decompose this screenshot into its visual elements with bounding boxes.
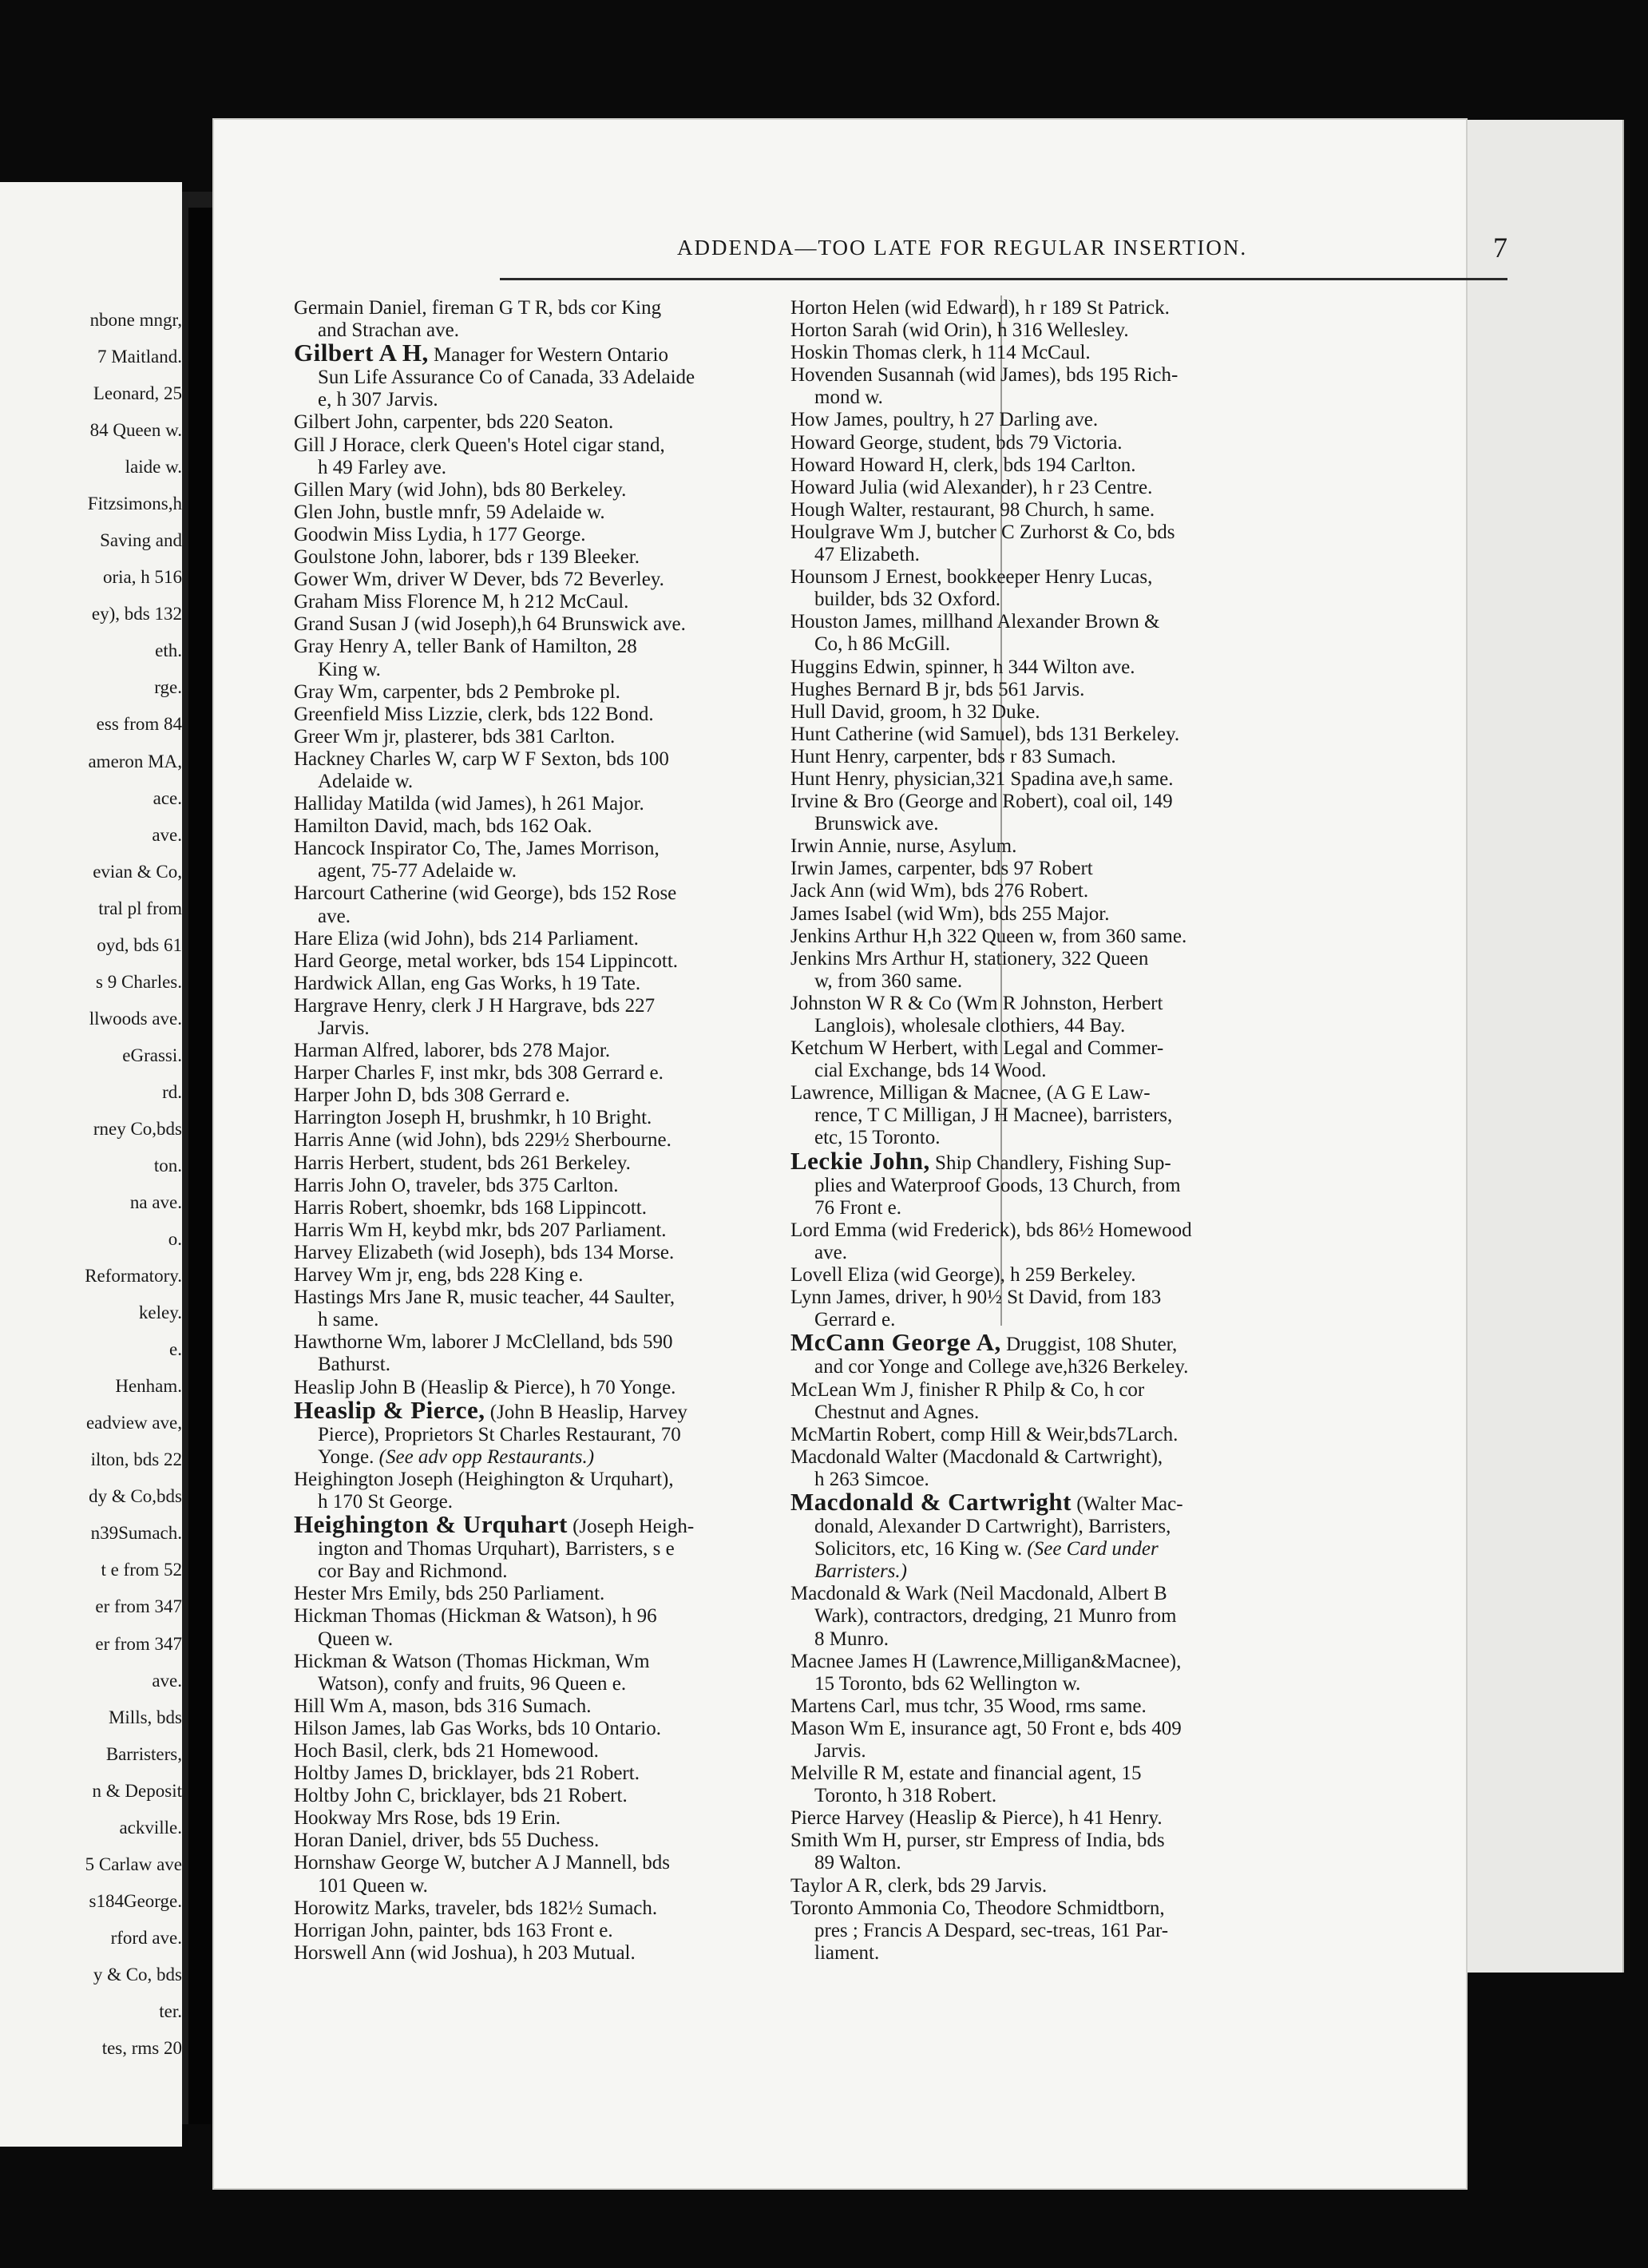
entry-text: Hunt Henry, carpenter, bds r 83 Sumach. [790, 745, 1116, 767]
directory-entry-line [790, 1219, 1497, 1242]
entry-text: Halliday Matilda (wid James), h 261 Major. [294, 793, 644, 815]
directory-entry-line [790, 1146, 1497, 1175]
previous-page-line: na ave. [129, 1192, 182, 1212]
entry-text: Irwin Annie, nurse, Asylum. [790, 835, 1017, 858]
entry-text: 76 Front e. [814, 1196, 902, 1219]
directory-entry-line [790, 1446, 1497, 1469]
book-spine [188, 208, 212, 2124]
entry-text: 47 Elizabeth. [814, 544, 920, 566]
previous-page-line: oria, h 516 [102, 567, 182, 587]
entry-text: Harris John O, traveler, bds 375 Carlton. [294, 1174, 619, 1196]
entry-text: h 49 Farley ave. [318, 456, 447, 478]
entry-text: Graham Miss Florence M, h 212 McCaul. [294, 591, 629, 613]
previous-page-line: evian & Co, [93, 862, 182, 882]
directory-entry-line [790, 1807, 1497, 1830]
entry-text: Martens Carl, mus tchr, 35 Wood, rms same. [790, 1695, 1147, 1717]
entry-name-bold: Gilbert A H, [294, 339, 429, 367]
previous-page-line: 5 Carlaw ave [85, 1854, 182, 1874]
entry-text: donald, Alexander D Cartwright), Barristers, [814, 1516, 1171, 1538]
directory-entry-line [790, 1628, 1497, 1651]
entry-text: Bathurst. [318, 1354, 390, 1376]
directory-entry-line [790, 1897, 1497, 1920]
previous-page-line: rge. [154, 677, 182, 697]
directory-entry-line [790, 1037, 1497, 1060]
entry-text: cor Bay and Richmond. [318, 1560, 508, 1583]
entry-text: Gower Wm, driver W Dever, bds 72 Beverley. [294, 569, 664, 591]
directory-entry-line [790, 1605, 1497, 1628]
entry-text: Jarvis. [814, 1740, 866, 1762]
entry-text: Jarvis. [318, 1017, 370, 1039]
directory-entry-line [790, 926, 1497, 948]
directory-entry-line [790, 454, 1497, 477]
entry-text: w, from 360 same. [814, 969, 963, 992]
directory-entry-line [790, 1583, 1497, 1605]
entry-text: Hookway Mrs Rose, bds 19 Erin. [294, 1807, 561, 1830]
entry-text: Manager for Western Ontario [428, 344, 668, 367]
previous-page-line: t e from 52 [101, 1560, 182, 1580]
entry-text: Taylor A R, clerk, bds 29 Jarvis. [790, 1874, 1048, 1897]
entry-text: Sun Life Assurance Co of Canada, 33 Adelaide [318, 367, 695, 389]
directory-page [214, 120, 1507, 2188]
entry-text: builder, bds 32 Oxford. [814, 589, 1000, 611]
entry-text: Holtby John C, bricklayer, bds 21 Robert. [294, 1785, 628, 1807]
directory-entry-line [790, 499, 1497, 521]
entry-name-bold: Heighington & Urquhart [294, 1510, 568, 1539]
previous-page-line: tes, rms 20 [101, 2038, 182, 2058]
entry-text: Horan Daniel, driver, bds 55 Duchess. [294, 1830, 600, 1852]
entry-text: (John B Heaslip, Harvey [485, 1401, 687, 1423]
entry-text: Toronto, h 318 Robert. [814, 1785, 997, 1807]
entry-text: Hunt Catherine (wid Samuel), bds 131 Berkeley. [790, 723, 1180, 745]
entry-text: mond w. [814, 387, 883, 409]
previous-page-line: dy & Co,bds [89, 1486, 182, 1506]
entry-text: Gray Henry A, teller Bank of Hamilton, 28 [294, 636, 637, 658]
directory-entry-line [790, 1695, 1497, 1718]
entry-text: 15 Toronto, bds 62 Wellington w. [814, 1672, 1081, 1695]
directory-entry-line [790, 1651, 1497, 1673]
entry-text: Gerrard e. [814, 1309, 896, 1331]
entry-text: Hare Eliza (wid John), bds 214 Parliament. [294, 927, 639, 950]
entry-text: Harman Alfred, laborer, bds 278 Major. [294, 1040, 611, 1062]
previous-page-fragment [0, 182, 182, 2147]
entry-text: Hill Wm A, mason, bds 316 Sumach. [294, 1695, 592, 1717]
entry-text: (Walter Mac- [1071, 1493, 1183, 1515]
entry-text: Hughes Bernard B jr, bds 561 Jarvis. [790, 678, 1085, 700]
entry-text: Macdonald Walter (Macdonald & Cartwright), [790, 1445, 1163, 1468]
entry-text: Solicitors, etc, 16 King w. [814, 1538, 1028, 1560]
entry-reference-note: (See adv opp Restaurants.) [378, 1445, 595, 1468]
entry-text: rence, T C Milligan, J H Macnee), barristers, [814, 1104, 1173, 1127]
entry-text: Johnston W R & Co (Wm R Johnston, Herbert [790, 992, 1163, 1014]
entry-text: Smith Wm H, purser, str Empress of India, bds [790, 1830, 1165, 1852]
entry-text: h same. [318, 1309, 379, 1331]
entry-text: Hackney Charles W, carp W F Sexton, bds 100 [294, 747, 669, 770]
entry-text: Hickman & Watson (Thomas Hickman, Wm [294, 1650, 650, 1672]
directory-entry-line [790, 1424, 1497, 1446]
entry-text: Holtby James D, bricklayer, bds 21 Robert. [294, 1762, 640, 1785]
entry-text: Harper John D, bds 308 Gerrard e. [294, 1084, 570, 1107]
entry-text: Harris Herbert, student, bds 261 Berkeley. [294, 1152, 631, 1174]
previous-page-line: y & Co, bds [93, 1965, 182, 1985]
entry-text: Gray Wm, carpenter, bds 2 Pembroke pl. [294, 680, 620, 703]
entry-text: Adelaide w. [318, 770, 414, 792]
entry-text: Irwin James, carpenter, bds 97 Robert [790, 858, 1093, 880]
previous-page-line: ess from 84 [96, 714, 182, 734]
entry-text: Watson), confy and fruits, 96 Queen e. [318, 1672, 627, 1695]
directory-entry-line [790, 1175, 1497, 1197]
entry-text: Hamilton David, mach, bds 162 Oak. [294, 815, 592, 838]
entry-text: Hounsom J Ernest, bookkeeper Henry Lucas, [790, 566, 1153, 589]
entry-text: Harris Robert, shoemkr, bds 168 Lippincott. [294, 1196, 647, 1219]
directory-entry-line [790, 566, 1497, 589]
directory-entry-line [790, 903, 1497, 926]
header-rule [500, 278, 1507, 280]
directory-entry-line [790, 409, 1497, 431]
entry-text: Harvey Elizabeth (wid Joseph), bds 134 Morse. [294, 1241, 675, 1263]
directory-entry-line [790, 633, 1497, 656]
entry-text: Hoch Basil, clerk, bds 21 Homewood. [294, 1740, 599, 1762]
entry-text: Queen w. [318, 1628, 394, 1650]
entry-text: Chestnut and Agnes. [814, 1401, 980, 1423]
previous-page-line: oyd, bds 61 [97, 935, 182, 955]
directory-entry-line [790, 1242, 1497, 1264]
directory-entry-line [790, 701, 1497, 724]
directory-entry-line [790, 1875, 1497, 1897]
entry-text: Howard George, student, bds 79 Victoria. [790, 431, 1123, 454]
previous-page-line: Reformatory. [85, 1266, 182, 1286]
directory-entry-line [790, 1560, 1497, 1583]
entry-text: and Strachan ave. [318, 319, 460, 342]
previous-page-line: e. [169, 1339, 182, 1359]
entry-text: Hunt Henry, physician,321 Spadina ave,h same. [790, 767, 1174, 790]
entry-text: Harrington Joseph H, brushmkr, h 10 Bright. [294, 1107, 652, 1129]
previous-page-line: eadview ave, [85, 1413, 182, 1433]
entry-text: Hornshaw George W, butcher A J Mannell, bds [294, 1852, 671, 1874]
entry-text: Brunswick ave. [814, 813, 939, 835]
entry-text: Lynn James, driver, h 90½ St David, from 183 [790, 1287, 1162, 1309]
entry-text: Heaslip John B (Heaslip & Pierce), h 70 Yonge. [294, 1376, 676, 1398]
entry-text: Howard Julia (wid Alexander), h r 23 Centre. [790, 476, 1153, 498]
entry-text: cial Exchange, bds 14 Wood. [814, 1060, 1047, 1082]
directory-entry-line [790, 1328, 1497, 1357]
directory-entry-line [790, 589, 1497, 611]
entry-text: Goodwin Miss Lydia, h 177 George. [294, 523, 586, 545]
entry-text: ington and Thomas Urquhart), Barristers, s e [318, 1538, 675, 1560]
previous-page-line: ton. [153, 1156, 182, 1176]
directory-entry-line [790, 1673, 1497, 1695]
directory-entry-line [790, 521, 1497, 544]
entry-text: Hard George, metal worker, bds 154 Lippincott. [294, 950, 679, 972]
entry-text: Horrigan John, painter, bds 163 Front e. [294, 1919, 613, 1941]
previous-page-line: Barristers, [105, 1744, 182, 1764]
directory-entry-line [790, 1402, 1497, 1424]
directory-entry-line [790, 342, 1497, 364]
entry-text: Hoskin Thomas clerk, h 114 McCaul. [790, 342, 1091, 364]
entry-text: Hickman Thomas (Hickman & Watson), h 96 [294, 1605, 657, 1628]
entry-text: agent, 75-77 Adelaide w. [318, 860, 517, 882]
entry-text: King w. [318, 658, 381, 680]
directory-entry-line [790, 544, 1497, 566]
directory-entry-line [790, 1379, 1497, 1402]
entry-text: ave. [318, 905, 351, 927]
entry-text: Glen John, bustle mnfr, 59 Adelaide w. [294, 501, 605, 523]
previous-page-line: eGrassi. [122, 1045, 182, 1065]
entry-text: (Joseph Heigh- [567, 1516, 695, 1538]
directory-entry-line [790, 791, 1497, 813]
entry-text: McMartin Robert, comp Hill & Weir,bds7Larch. [790, 1423, 1179, 1445]
previous-page-line: eth. [155, 640, 182, 660]
previous-page-line: n39Sumach. [90, 1523, 182, 1543]
entry-text: Toronto Ammonia Co, Theodore Schmidtborn, [790, 1897, 1165, 1919]
entry-text: Greenfield Miss Lizzie, clerk, bds 122 Bond. [294, 703, 654, 725]
entry-text: h 263 Simcoe. [814, 1468, 929, 1490]
previous-page-line: 84 Queen w. [89, 420, 182, 440]
entry-text: How James, poultry, h 27 Darling ave. [790, 409, 1099, 431]
directory-entry-line [790, 970, 1497, 993]
previous-page-line: 7 Maitland. [97, 347, 182, 367]
previous-page-line: nbone mngr, [89, 310, 182, 330]
previous-page-line: rney Co,bds [93, 1119, 182, 1139]
previous-page-line: keley. [138, 1303, 182, 1322]
directory-entry-line [790, 1197, 1497, 1219]
directory-entry-line [790, 1718, 1497, 1740]
previous-page-line: ter. [159, 2001, 182, 2021]
entry-text: Mason Wm E, insurance agt, 50 Front e, bds 409 [790, 1717, 1182, 1739]
entry-text: Ketchum W Herbert, with Legal and Commer- [790, 1037, 1164, 1060]
entry-text: etc, 15 Toronto. [814, 1127, 941, 1149]
entry-text: Hough Walter, restaurant, 98 Church, h same. [790, 498, 1155, 521]
directory-entry-line [790, 1852, 1497, 1874]
entry-text: Harcourt Catherine (wid George), bds 152 Rose [294, 882, 677, 905]
directory-entry-line [790, 948, 1497, 970]
entry-text: Howard Howard H, clerk, bds 194 Carlton. [790, 454, 1136, 476]
directory-entry-line [790, 387, 1497, 409]
entry-text: Harris Wm H, keybd mkr, bds 207 Parliament. [294, 1219, 667, 1241]
entry-text: Druggist, 108 Shuter, [1000, 1334, 1178, 1356]
page-number: 7 [1493, 232, 1507, 264]
entry-text: plies and Waterproof Goods, 13 Church, from [814, 1174, 1181, 1196]
previous-page-line: er from 347 [95, 1596, 182, 1616]
entry-text: Lawrence, Milligan & Macnee, (A G E Law- [790, 1082, 1151, 1104]
previous-page-line: er from 347 [95, 1634, 182, 1654]
directory-entry-line [790, 768, 1497, 791]
previous-page-line: ave. [152, 1671, 182, 1691]
entry-text: Harris Anne (wid John), bds 229½ Sherbourne. [294, 1129, 671, 1152]
entry-text: Melville R M, estate and financial agent, 15 [790, 1762, 1142, 1785]
previous-page-line: s 9 Charles. [96, 972, 182, 992]
directory-entry-line [790, 1487, 1497, 1516]
entry-text: Gilbert John, carpenter, bds 220 Seaton. [294, 411, 614, 434]
entry-text: Irvine & Bro (George and Robert), coal oil, 149 [790, 791, 1173, 813]
directory-entry-line [790, 1740, 1497, 1762]
entry-text: Harper Charles F, inst mkr, bds 308 Gerrard e. [294, 1062, 664, 1084]
entry-text: 8 Munro. [814, 1628, 889, 1650]
entry-text: Germain Daniel, fireman G T R, bds cor King [294, 297, 662, 319]
directory-entry-line [790, 1287, 1497, 1309]
previous-page-line: s184George. [89, 1891, 182, 1911]
previous-page-line: rd. [162, 1082, 182, 1102]
directory-entry-line [790, 1104, 1497, 1127]
directory-entry-line [790, 1516, 1497, 1538]
entry-text: and cor Yonge and College ave,h326 Berkeley. [814, 1356, 1189, 1378]
entry-text: James Isabel (wid Wm), bds 255 Major. [790, 902, 1110, 925]
entry-text: liament. [814, 1941, 880, 1964]
directory-entry-line [790, 611, 1497, 633]
entry-reference-note: Barristers.) [814, 1560, 907, 1583]
directory-entry-line [790, 364, 1497, 387]
entry-text: Hovenden Susannah (wid James), bds 195 Rich- [790, 364, 1179, 387]
entry-text: Hargrave Henry, clerk J H Hargrave, bds 227 [294, 994, 656, 1017]
entry-text: Hull David, groom, h 32 Duke. [790, 700, 1040, 723]
entry-text: Harvey Wm jr, eng, bds 228 King e. [294, 1264, 584, 1287]
entry-text: Lovell Eliza (wid George), h 259 Berkeley. [790, 1264, 1136, 1287]
directory-entry-line [790, 432, 1497, 454]
entry-text: Yonge. [318, 1445, 379, 1468]
directory-entry-line [790, 835, 1497, 858]
entry-text: Langlois), wholesale clothiers, 44 Bay. [814, 1015, 1126, 1037]
directory-entry-line [790, 1830, 1497, 1852]
directory-entry-line [790, 993, 1497, 1015]
entry-text: Jack Ann (wid Wm), bds 276 Robert. [790, 880, 1089, 902]
entry-text: Grand Susan J (wid Joseph),h 64 Brunswick ave. [294, 613, 686, 636]
entry-text: Hawthorne Wm, laborer J McClelland, bds 590 [294, 1331, 673, 1354]
directory-entry-line [790, 319, 1497, 342]
directory-entry-line [790, 1762, 1497, 1785]
entry-text: ave. [814, 1241, 847, 1263]
directory-entry-line [790, 656, 1497, 679]
directory-entry-line [790, 1060, 1497, 1082]
directory-entry-line [790, 297, 1497, 319]
entry-name-bold: Leckie John, [790, 1146, 930, 1175]
previous-page-line: ey), bds 132 [91, 604, 182, 624]
previous-page-line: o. [168, 1229, 182, 1249]
entry-text: Goulstone John, laborer, bds r 139 Bleeker. [294, 546, 640, 569]
entry-reference-note: (See Card under [1027, 1538, 1159, 1560]
directory-entry-line [790, 1082, 1497, 1104]
entry-text: Hilson James, lab Gas Works, bds 10 Ontario. [294, 1717, 661, 1739]
directory-entry-line [790, 1942, 1497, 1965]
directory-entry-line [790, 679, 1497, 701]
entry-text: e, h 307 Jarvis. [318, 389, 438, 411]
entry-text: Co, h 86 McGill. [814, 633, 951, 656]
previous-page-line: Saving and [100, 530, 182, 550]
previous-page-line: ave. [152, 825, 182, 845]
entry-text: 89 Walton. [814, 1852, 901, 1874]
previous-page-line: Henham. [115, 1376, 182, 1396]
directory-entry-line [790, 880, 1497, 902]
previous-page-line: ackville. [119, 1818, 182, 1838]
page-title: ADDENDA—TOO LATE FOR REGULAR INSERTION. [677, 236, 1248, 260]
entry-text: Greer Wm jr, plasterer, bds 381 Carlton. [294, 725, 616, 747]
entry-text: Horswell Ann (wid Joshua), h 203 Mutual. [294, 1941, 636, 1964]
entry-text: McLean Wm J, finisher R Philp & Co, h cor [790, 1378, 1145, 1401]
directory-entry-line [790, 746, 1497, 768]
directory-entry-line [790, 813, 1497, 835]
previous-page-line: ameron MA, [88, 751, 182, 771]
previous-page-line: rford ave. [110, 1928, 182, 1948]
directory-entry-line [790, 1538, 1497, 1560]
entry-text: h 170 St George. [318, 1490, 453, 1513]
entry-text: Pierce), Proprietors St Charles Restaurant, 70 [318, 1423, 681, 1445]
entry-text: Gill J Horace, clerk Queen's Hotel cigar stand, [294, 434, 665, 456]
previous-page-line: ace. [153, 788, 182, 808]
previous-page-line: n & Deposit [92, 1781, 182, 1801]
entry-text: Pierce Harvey (Heaslip & Pierce), h 41 Henry. [790, 1807, 1163, 1830]
directory-entry-line [790, 1920, 1497, 1942]
previous-page-line: laide w. [125, 457, 182, 477]
entry-name-bold: Macdonald & Cartwright [790, 1487, 1072, 1516]
previous-page-line: Mills, bds [108, 1707, 182, 1727]
directory-entry-line [790, 1264, 1497, 1287]
previous-page-line: Leonard, 25 [93, 383, 182, 403]
entry-text: Hardwick Allan, eng Gas Works, h 19 Tate. [294, 972, 641, 994]
directory-entry-line [790, 1015, 1497, 1037]
previous-page-line: tral pl from [98, 898, 182, 918]
entry-text: 101 Queen w. [318, 1874, 428, 1897]
entry-name-bold: Heaslip & Pierce, [294, 1395, 485, 1424]
entry-name-bold: McCann George A, [790, 1328, 1001, 1357]
entry-text: Hester Mrs Emily, bds 250 Parliament. [294, 1583, 605, 1605]
entry-text: Horton Sarah (wid Orin), h 316 Wellesley. [790, 319, 1129, 342]
previous-page-line: ilton, bds 22 [90, 1449, 182, 1469]
entry-text: pres ; Francis A Despard, sec-treas, 161 Par- [814, 1919, 1169, 1941]
directory-entry-line [790, 1785, 1497, 1807]
entry-text: Gillen Mary (wid John), bds 80 Berkeley. [294, 478, 627, 501]
directory-entry-line [790, 477, 1497, 499]
directory-entry-line [790, 858, 1497, 880]
entry-text: Hancock Inspirator Co, The, James Morrison, [294, 838, 660, 860]
entry-text: Jenkins Mrs Arthur H, stationery, 322 Queen [790, 947, 1149, 969]
entry-text: Wark), contractors, dredging, 21 Munro from [814, 1605, 1177, 1628]
entry-text: Huggins Edwin, spinner, h 344 Wilton ave. [790, 656, 1135, 678]
entry-text: Ship Chandlery, Fishing Sup- [929, 1152, 1171, 1174]
entry-text: Macdonald & Wark (Neil Macdonald, Albert B [790, 1583, 1167, 1605]
entry-text: Macnee James H (Lawrence,Milligan&Macnee), [790, 1650, 1182, 1672]
entry-text: Hastings Mrs Jane R, music teacher, 44 Saulter, [294, 1287, 675, 1309]
entry-text: Houlgrave Wm J, butcher C Zurhorst & Co, bds [790, 521, 1175, 543]
directory-entry-line [790, 724, 1497, 746]
entry-text: Horowitz Marks, traveler, bds 182½ Sumach. [294, 1897, 658, 1919]
entry-text: Lord Emma (wid Frederick), bds 86½ Homewood [790, 1219, 1192, 1241]
previous-page-line: Fitzsimons,h [87, 494, 182, 513]
previous-page-line: llwoods ave. [89, 1009, 182, 1029]
entry-text: Houston James, millhand Alexander Brown & [790, 611, 1160, 633]
entry-text: Jenkins Arthur H,h 322 Queen w, from 360 same. [790, 925, 1187, 947]
page-header [677, 232, 1507, 268]
directory-entry-line [790, 1356, 1497, 1378]
entry-text: Heighington Joseph (Heighington & Urquhart), [294, 1468, 674, 1490]
right-column [790, 297, 1497, 1965]
entry-text: Horton Helen (wid Edward), h r 189 St Patrick. [790, 297, 1170, 319]
